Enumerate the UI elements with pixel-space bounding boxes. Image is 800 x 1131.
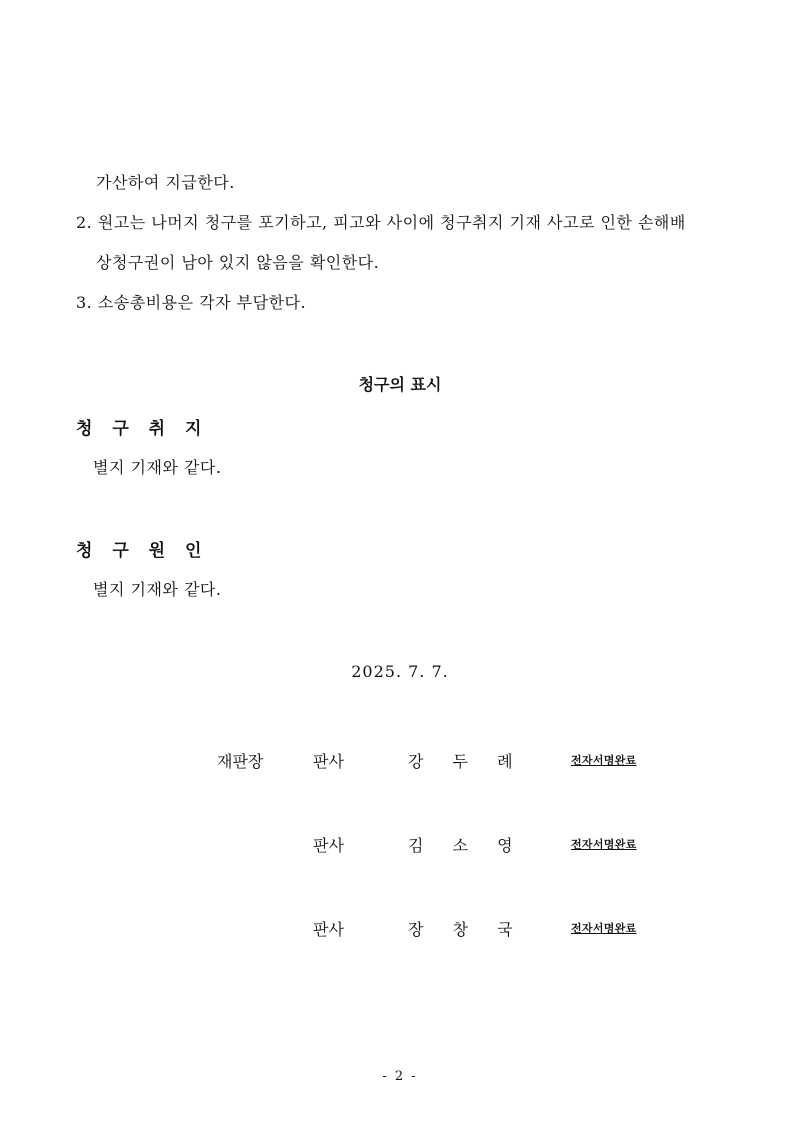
continuation-line: 가산하여 지급한다. bbox=[96, 173, 235, 192]
judgment-date: 2025. 7. 7. bbox=[351, 662, 449, 681]
signature-stamp: 전자서명완료 bbox=[571, 838, 637, 851]
judge-name: 강 두 례 bbox=[408, 752, 525, 771]
signature-stamp: 전자서명완료 bbox=[571, 922, 637, 935]
claim-cause-text: 별지 기재와 같다. bbox=[93, 580, 222, 599]
claim-cause-heading: 청 구 원 인 bbox=[76, 541, 209, 561]
claim-purpose-text: 별지 기재와 같다. bbox=[93, 458, 222, 477]
item-2-line-2: 상청구권이 남아 있지 않음을 확인한다. bbox=[96, 253, 380, 272]
page-number: - 2 - bbox=[382, 1069, 418, 1084]
claim-section-title: 청구의 표시 bbox=[358, 375, 442, 394]
item-2-line-1: 2. 원고는 나머지 청구를 포기하고, 피고와 사이에 청구취지 기재 사고로 인한 손해배 bbox=[76, 213, 686, 232]
judge-role: 판사 bbox=[313, 752, 344, 771]
signature-stamp: 전자서명완료 bbox=[571, 754, 637, 767]
judge-role: 판사 bbox=[313, 920, 344, 939]
presiding-judge-title: 재판장 bbox=[217, 752, 264, 771]
judge-role: 판사 bbox=[313, 836, 344, 855]
judge-name: 김 소 영 bbox=[408, 836, 525, 855]
item-3: 3. 소송총비용은 각자 부담한다. bbox=[76, 293, 307, 312]
judge-name: 장 창 국 bbox=[408, 920, 525, 939]
claim-purpose-heading: 청 구 취 지 bbox=[76, 419, 209, 439]
